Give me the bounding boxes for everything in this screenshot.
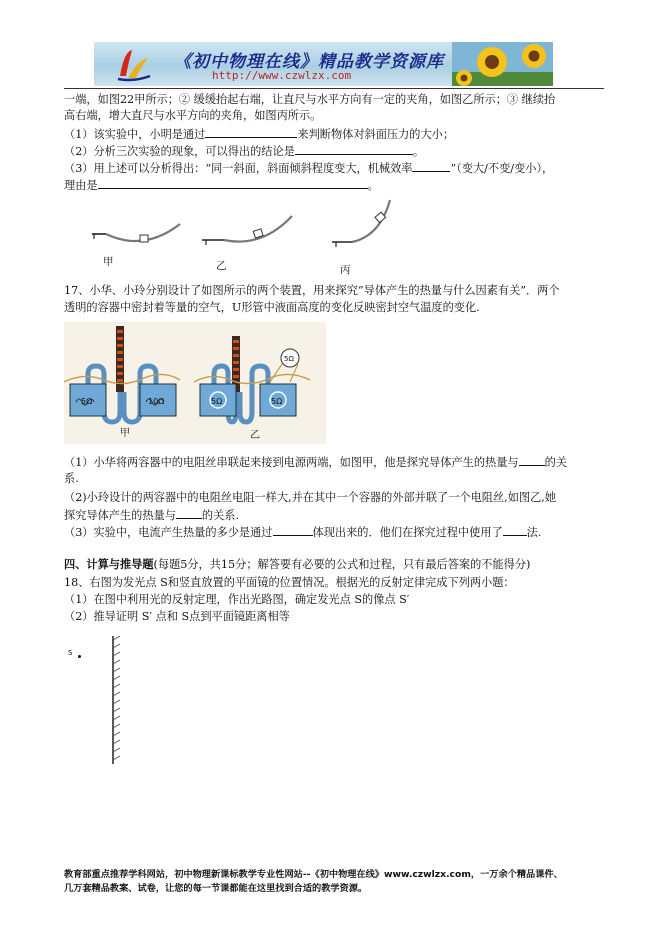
q16-part3-reason xyxy=(64,177,604,193)
section4-title: 四、计算与推导题 xyxy=(64,557,154,571)
apparatus-label-yi: 乙 xyxy=(250,430,260,441)
q17-line2: 透明的容器中密封着等量的空气，U形管中液面高度的变化反映密封空气温度的变化. xyxy=(64,301,480,314)
footer-line1: 教育部重点推荐学科网站，初中物理新课标教学专业性网站--《初中物理在线》www.czwlzx.com，一万余个精品课件、 xyxy=(64,869,563,880)
q16-part1-tail: 来判断物体对斜面压力的大小； xyxy=(297,128,455,141)
q16-line2: 高右端，增大直尺与水平方向的夹角，如图丙所示。 xyxy=(64,109,322,122)
banner-url: http://www.czwlzx.com xyxy=(212,69,352,82)
plane-mirror xyxy=(110,636,124,764)
q17-part3-mid: 体现出来的．他们在探究过程中使用了 xyxy=(312,526,503,539)
section4-note: (每题5分，共15分；解答要有必要的公式和过程，只有最后答案的不能得分) xyxy=(153,558,531,571)
answer-blank[interactable] xyxy=(503,524,527,536)
answer-blank[interactable] xyxy=(98,177,368,189)
figure-jia xyxy=(92,224,180,242)
q18-part1: （1）在图中利用光的反射定理，作出光路图，确定发光点 S的像点 S′ xyxy=(64,593,410,606)
q17-part2-tail: 的关系. xyxy=(201,509,240,522)
site-logo xyxy=(114,46,154,84)
fig-label-yi: 乙 xyxy=(216,260,227,272)
header-rule xyxy=(64,88,604,89)
q18-stem: 18、右图为发光点 S和竖直放置的平面镜的位置情况。根据光的反射定律完成下列两小题： xyxy=(64,576,515,589)
resistor-label-5-left: 5Ω xyxy=(211,397,223,406)
point-s-label: S xyxy=(68,649,73,657)
figure-bing xyxy=(332,200,390,247)
section4-heading xyxy=(64,557,604,572)
answer-blank[interactable] xyxy=(295,143,413,155)
sunflower-image xyxy=(452,42,553,86)
figure-yi xyxy=(202,216,292,245)
q17-part2: （2)小玲设计的两容器中的电阻丝电阻一样大,并在其中一个容器的外部并联了一个电阻丝,如图乙,她 xyxy=(64,491,557,504)
header-banner xyxy=(94,42,553,86)
answer-blank[interactable] xyxy=(176,507,202,519)
q16-part2-tail: 。 xyxy=(412,145,425,158)
q16-part3-tail: ”（变大/不变/变小）， xyxy=(450,162,554,175)
q16-part3-text: （3）用上述可以分析得出：“同一斜面，斜面倾斜程度变大，机械效率 xyxy=(64,162,413,175)
q17-part2-cont xyxy=(64,507,604,523)
resistor-label-5: 5Ω xyxy=(81,397,93,406)
q17-part1-text: （1）小华将两容器中的电阻丝串联起来接到电源两端，如图甲，他是探究导体产生的热量与 xyxy=(64,456,519,469)
banner-title: 《初中物理在线》精品教学资源库 xyxy=(174,52,444,72)
fig-label-bing: 丙 xyxy=(340,264,351,276)
incline-figures xyxy=(84,196,404,274)
answer-blank[interactable] xyxy=(205,126,297,138)
resistor-label-5-right: 5Ω xyxy=(271,397,283,406)
q16-line1: 一端，如图22甲所示；② 缓缓抬起右端，让直尺与水平方向有一定的夹角，如图乙所示；③ 继续抬 xyxy=(64,93,556,106)
light-point-s xyxy=(78,655,81,658)
resistor-label-10: 10Ω xyxy=(148,397,165,406)
joule-heating-apparatus xyxy=(64,322,326,444)
apparatus-label-jia: 甲 xyxy=(120,428,130,439)
q16-part1-text: （1）该实验中，小明是通过 xyxy=(64,128,206,141)
q16-part3 xyxy=(64,160,604,176)
q17-part1 xyxy=(64,454,604,470)
answer-blank[interactable] xyxy=(273,524,313,536)
fig-label-jia: 甲 xyxy=(103,256,114,268)
q16-part1 xyxy=(64,126,604,142)
resistor-label-external: 5Ω xyxy=(284,355,294,363)
q17-part2-text: 探究导体产生的热量与 xyxy=(64,509,176,522)
q17-part1-tail: 的关 xyxy=(544,456,568,469)
footer-line2: 几万套精品教案、试卷，让您的每一节课都能在这里找到合适的教学资源。 xyxy=(64,883,368,894)
q16-part2 xyxy=(64,143,604,159)
q18-part2: （2）推导证明 S′ 点和 S点到平面镜距离相等 xyxy=(64,610,290,623)
q16-part2-text: （2）分析三次实验的现象，可以得出的结论是 xyxy=(64,145,295,158)
q17-part3-tail: 法. xyxy=(526,526,542,539)
q16-reason-label: 理由是 xyxy=(64,179,98,192)
q17-line1: 17、小华、小玲分别设计了如图所示的两个装置，用来探究“导体产生的热量与什么因素有关”．两个 xyxy=(64,284,560,297)
q17-part1-cont: 系. xyxy=(64,472,79,485)
q17-part3 xyxy=(64,524,604,540)
q16-reason-tail: 。 xyxy=(367,179,379,192)
answer-blank[interactable] xyxy=(519,454,545,466)
q17-part3-text: （3）实验中，电流产生热量的多少是通过 xyxy=(64,526,273,539)
answer-blank[interactable] xyxy=(412,160,450,172)
